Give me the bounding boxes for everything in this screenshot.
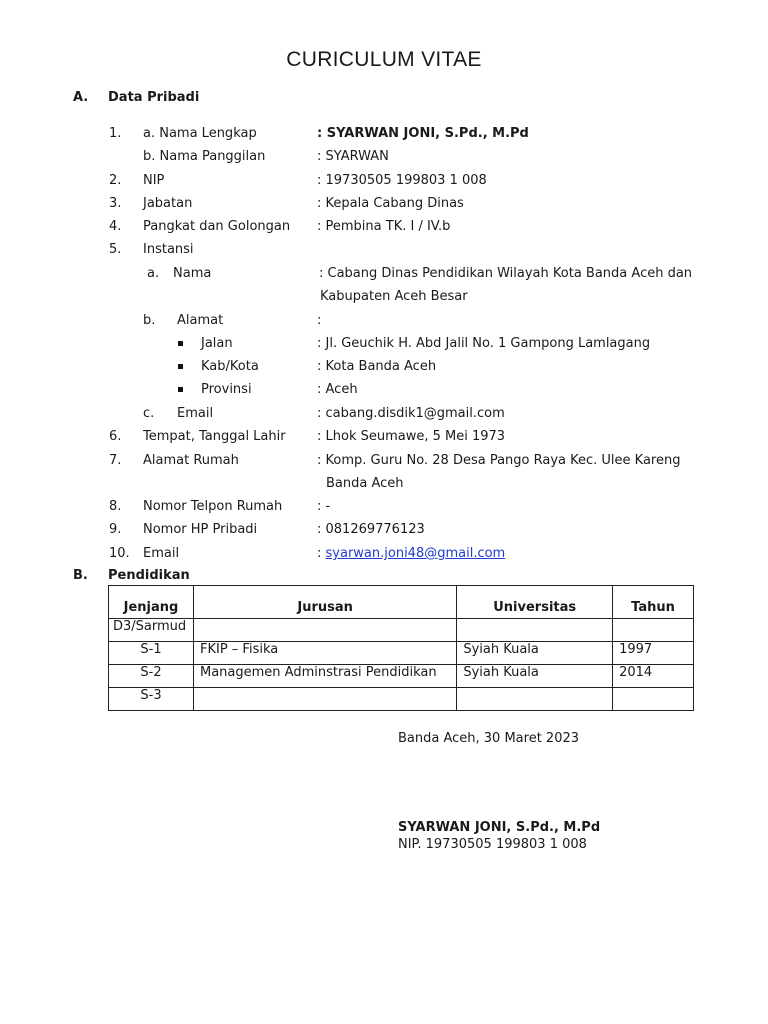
field-label: Alamat <box>177 313 224 328</box>
row-number: 7. <box>109 453 122 468</box>
email-link[interactable]: syarwan.joni48@gmail.com <box>325 546 506 561</box>
bullet-icon <box>178 387 183 392</box>
field-value: : Kota Banda Aceh <box>317 359 437 374</box>
field-label: Email <box>143 546 180 561</box>
field-label: Jalan <box>201 336 233 351</box>
column-header: Jenjang <box>109 586 194 619</box>
section-a-heading: Data Pribadi <box>108 90 200 105</box>
row-number: 8. <box>109 499 122 514</box>
section-b-letter: B. <box>73 568 88 583</box>
table-cell: S-1 <box>109 642 194 665</box>
field-value: : Pembina TK. I / IV.b <box>317 219 451 234</box>
section-a-letter: A. <box>73 90 89 105</box>
table-cell: D3/Sarmud <box>109 619 194 642</box>
field-value: : Komp. Guru No. 28 Desa Pango Raya Kec. Ulee Kareng <box>317 453 681 468</box>
table-row <box>109 665 694 688</box>
field-value: : <box>317 313 322 328</box>
field-value: : Jl. Geuchik H. Abd Jalil No. 1 Gampong Lamlagang <box>317 336 651 351</box>
table-cell: 1997 <box>613 642 694 665</box>
signature-nip: NIP. 19730505 199803 1 008 <box>398 837 587 852</box>
row-number: 3. <box>109 196 122 211</box>
field-label: Jabatan <box>143 196 193 211</box>
table-cell <box>613 619 694 642</box>
education-table <box>108 585 694 711</box>
table-cell: FKIP – Fisika <box>193 642 456 665</box>
table-cell: Managemen Adminstrasi Pendidikan <box>193 665 456 688</box>
field-label: Nomor HP Pribadi <box>143 522 258 537</box>
field-label: Kab/Kota <box>201 359 259 374</box>
row-number: 2. <box>109 173 122 188</box>
row-number: 10. <box>109 546 130 561</box>
field-value: : Lhok Seumawe, 5 Mei 1973 <box>317 429 506 444</box>
field-label: Pangkat dan Golongan <box>143 219 291 234</box>
table-row <box>109 642 694 665</box>
colon: : <box>317 546 326 561</box>
field-value-continuation: Kabupaten Aceh Besar <box>320 289 468 304</box>
table-row <box>109 619 694 642</box>
field-value <box>317 546 505 562</box>
field-label: Provinsi <box>201 382 252 397</box>
table-cell <box>193 688 456 711</box>
document-title: CURICULUM VITAE <box>286 48 482 71</box>
field-value: : 081269776123 <box>317 522 425 537</box>
field-label: Alamat Rumah <box>143 453 239 468</box>
table-cell <box>457 688 613 711</box>
table-cell <box>193 619 456 642</box>
field-value: : SYARWAN <box>317 149 389 164</box>
field-label: Nama <box>173 266 212 281</box>
field-label: b. Nama Panggilan <box>143 149 266 164</box>
table-cell: Syiah Kuala <box>457 665 613 688</box>
sub-letter: b. <box>143 313 156 328</box>
place-date: Banda Aceh, 30 Maret 2023 <box>398 731 580 746</box>
field-label: Email <box>177 406 214 421</box>
field-label: Tempat, Tanggal Lahir <box>143 429 286 444</box>
row-number: 5. <box>109 242 122 257</box>
field-value-continuation: Banda Aceh <box>326 476 404 491</box>
sub-letter: a. <box>147 266 160 281</box>
sub-letter: c. <box>143 406 155 421</box>
section-b-heading: Pendidikan <box>108 568 190 583</box>
row-number: 1. <box>109 126 122 141</box>
table-row <box>109 688 694 711</box>
table-cell: 2014 <box>613 665 694 688</box>
table-cell <box>613 688 694 711</box>
row-number: 6. <box>109 429 122 444</box>
bullet-icon <box>178 364 183 369</box>
table-cell: S-2 <box>109 665 194 688</box>
column-header: Tahun <box>613 586 694 619</box>
field-label: a. Nama Lengkap <box>143 126 257 141</box>
field-value: : cabang.disdik1@gmail.com <box>317 406 505 421</box>
field-label: Instansi <box>143 242 194 257</box>
bullet-icon <box>178 341 183 346</box>
field-value: : 19730505 199803 1 008 <box>317 173 487 188</box>
column-header: Jurusan <box>193 586 456 619</box>
table-cell <box>457 619 613 642</box>
field-label: Nomor Telpon Rumah <box>143 499 283 514</box>
field-label: NIP <box>143 173 165 188</box>
table-header-row <box>109 586 694 619</box>
field-value: : - <box>317 499 331 514</box>
table-cell: Syiah Kuala <box>457 642 613 665</box>
field-value: : Cabang Dinas Pendidikan Wilayah Kota Banda Aceh dan <box>319 266 693 281</box>
column-header: Universitas <box>457 586 613 619</box>
row-number: 9. <box>109 522 122 537</box>
table-cell: S-3 <box>109 688 194 711</box>
signature-name: SYARWAN JONI, S.Pd., M.Pd <box>398 820 601 835</box>
field-value: : Aceh <box>317 382 358 397</box>
field-value-full-name: : SYARWAN JONI, S.Pd., M.Pd <box>317 126 529 141</box>
field-value: : Kepala Cabang Dinas <box>317 196 464 211</box>
row-number: 4. <box>109 219 122 234</box>
